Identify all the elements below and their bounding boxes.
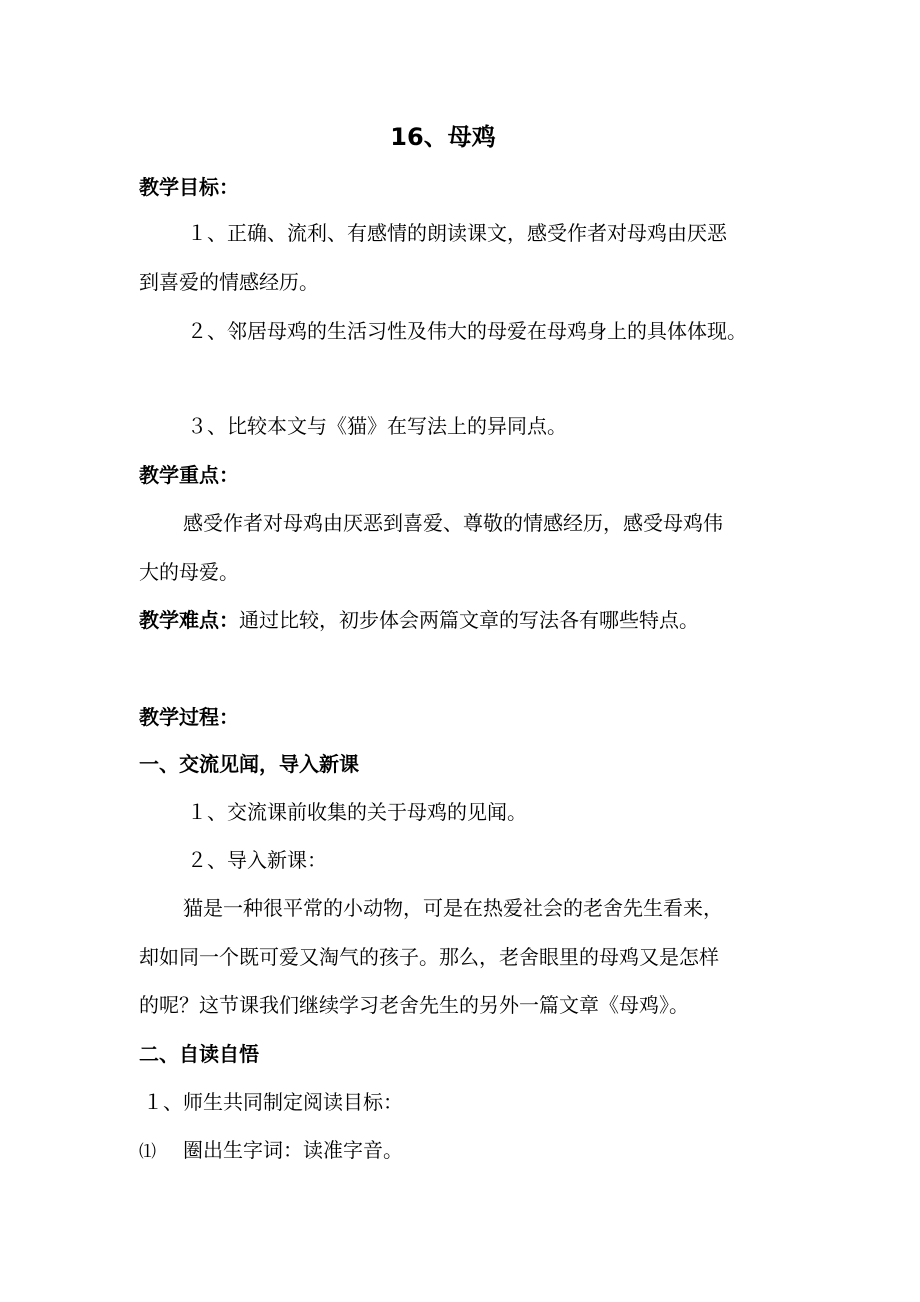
subitem-marker: ⑴ <box>139 1142 156 1162</box>
section-1-paragraph-line-1: 猫是一种很平常的小动物，可是在热爱社会的老舍先生看来， <box>183 896 723 920</box>
difficulty-row <box>139 606 699 634</box>
section-1-item-1: １、交流课前收集的关于母鸡的见闻。 <box>187 800 527 824</box>
section-1-paragraph-line-2: 却如同一个既可爱又淘气的孩子。那么，老舍眼里的母鸡又是怎样 <box>139 945 719 969</box>
section-1-item-2: ２、导入新课： <box>187 848 327 872</box>
section-2-subitem-1 <box>139 1136 403 1166</box>
objective-item-1-line-1: １、正确、流利、有感情的朗读课文，感受作者对母鸡由厌恶 <box>187 221 727 245</box>
key-points-line-1: 感受作者对母鸡由厌恶到喜爱、尊敬的情感经历，感受母鸡伟 <box>183 511 723 535</box>
objective-item-1-line-2: 到喜爱的情感经历。 <box>139 270 319 294</box>
section-2-item-1: １、师生共同制定阅读目标： <box>143 1090 403 1114</box>
section-1-heading: 一、交流见闻，导入新课 <box>139 752 359 776</box>
process-heading: 教学过程： <box>139 705 239 729</box>
subitem-text: 圈出生字词：读准字音。 <box>183 1138 403 1162</box>
difficulty-text: 通过比较，初步体会两篇文章的写法各有哪些特点。 <box>239 608 699 632</box>
objectives-heading: 教学目标： <box>139 175 239 199</box>
objective-item-3: ３、比较本文与《猫》在写法上的异同点。 <box>187 414 567 438</box>
objective-item-2: ２、邻居母鸡的生活习性及伟大的母爱在母鸡身上的具体体现。 <box>187 319 747 343</box>
key-points-heading: 教学重点： <box>139 463 239 487</box>
key-points-line-2: 大的母爱。 <box>139 560 239 584</box>
section-2-heading: 二、自读自悟 <box>139 1042 259 1066</box>
section-1-paragraph-line-3: 的呢？这节课我们继续学习老舍先生的另外一篇文章《母鸡》。 <box>139 993 689 1017</box>
difficulty-heading: 教学难点： <box>139 608 239 632</box>
page-title: 16、母鸡 <box>390 123 496 151</box>
